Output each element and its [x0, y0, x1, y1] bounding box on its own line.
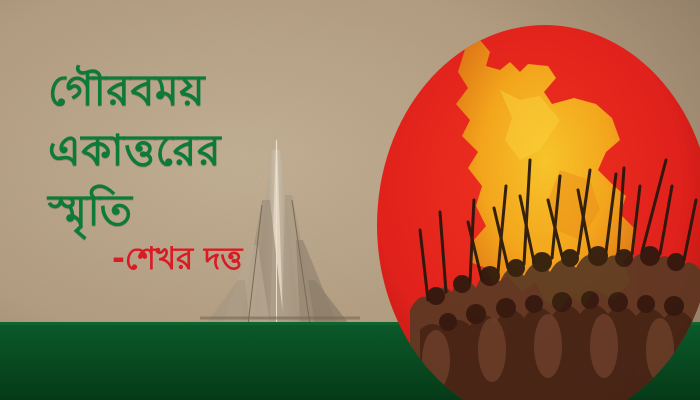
title-line-2: একাত্তরের	[48, 126, 222, 176]
author-byline: -শেখর দত্ত	[112, 241, 243, 277]
title-line-1: গৌরবময়	[48, 66, 206, 116]
title-line-3: স্মৃতি	[48, 186, 133, 236]
